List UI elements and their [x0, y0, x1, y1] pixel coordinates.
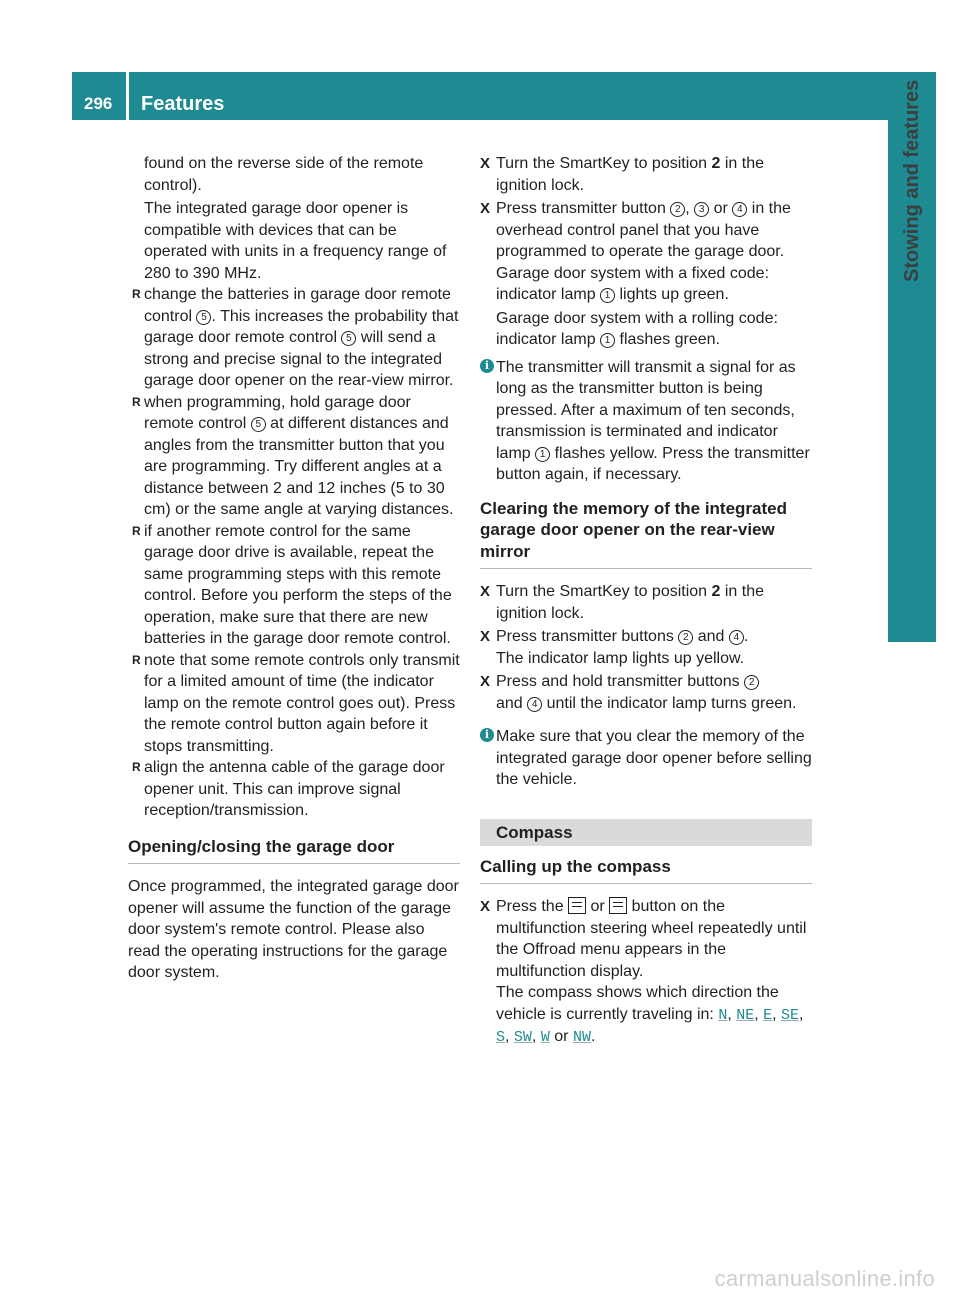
section-heading: Clearing the memory of the integrated garage door opener on the rear-view mirror — [480, 498, 812, 570]
continued-text-1: found on the reverse side of the remote control). — [144, 155, 424, 194]
continued-text-2: The integrated garage door opener is compatible with devices that can be operated with units in a frequency range of 280 to 390 MHz. — [144, 200, 447, 282]
step-item: X Press and hold transmitter buttons 2 and 4 until the indicator lamp turns green. — [480, 673, 797, 712]
menu-back-button-icon — [568, 897, 586, 914]
direction-s: S — [496, 1029, 506, 1046]
callout-number: 1 — [535, 447, 550, 462]
callout-number: 1 — [600, 333, 615, 348]
bullet-mark: R — [132, 394, 141, 409]
callout-number: 2 — [678, 630, 693, 645]
section-side-label — [893, 80, 931, 640]
direction-w: W — [540, 1029, 550, 1046]
callout-number: 3 — [694, 202, 709, 217]
callout-number: 2 — [744, 675, 759, 690]
info-icon: i — [480, 359, 494, 373]
list-item: R when programming, hold garage door remote control 5 at different distances and angles from the transmitter button that you are programming. Try different angles at a distance between 2 and 12 inches (5 to 30 cm) or the same angle at varying distances. — [132, 393, 454, 518]
body-text: Once programmed, the integrated garage door opener will assume the function of the garage door system's remote control. Please also read the operating instructions for the garage door system. — [128, 878, 459, 981]
left-column — [128, 153, 460, 984]
direction-e: E — [763, 1006, 773, 1024]
side-label-text: Stowing and features — [901, 80, 923, 283]
watermark: carmanualsonline.info — [714, 1266, 935, 1291]
callout-number: 4 — [527, 697, 542, 712]
list-item: R align the antenna cable of the garage door opener unit. This can improve signal reception/transmission. — [132, 759, 445, 819]
direction-n: N — [718, 1006, 728, 1024]
page-title: Features — [141, 93, 225, 115]
step-item: X Press the or button on the multifunction steering wheel repeatedly until the Offroad menu appears in the multifunction display. The compass shows which direction the vehicle is currently traveling in: N, NE, E, SE, S, SW, W or NW. — [480, 898, 807, 1046]
info-note: i The transmitter will transmit a signal for as long as the transmitter button is being pressed. After a maximum of ten seconds, transmission is terminated and indicator lamp 1 flashes yellow. Press the transmitter button again, if necessary. — [480, 357, 812, 486]
bullet-mark: R — [132, 652, 141, 667]
step-arrow-icon: X — [480, 628, 491, 645]
callout-number: 2 — [670, 202, 685, 217]
list-item: R if another remote control for the same garage door drive is available, repeat the same programming steps with this remote control. Before you perform the steps of the operation, make sure that there are new batteries in the garage door remote control. — [132, 522, 452, 647]
callout-number: 5 — [341, 331, 356, 346]
page-number: 296 — [84, 94, 113, 113]
menu-forward-button-icon — [609, 897, 627, 914]
step-arrow-icon: X — [480, 200, 491, 217]
callout-number: 5 — [251, 417, 266, 432]
step-item: X Turn the SmartKey to position 2 in the ignition lock. — [480, 155, 765, 194]
info-note: i Make sure that you clear the memory of the integrated garage door opener before selling the vehicle. — [480, 726, 812, 791]
right-column — [480, 153, 812, 1051]
callout-number: 4 — [732, 202, 747, 217]
bullet-mark: R — [132, 523, 141, 538]
section-heading: Calling up the compass — [480, 856, 812, 885]
direction-se: SE — [781, 1006, 800, 1024]
callout-number: 5 — [196, 310, 211, 325]
step-arrow-icon: X — [480, 898, 491, 915]
section-title-box: Compass — [480, 819, 812, 846]
header-divider — [126, 72, 129, 120]
bullet-mark: R — [132, 287, 141, 301]
step-item: X Press transmitter button 2 , 3 or 4 in the overhead control panel that you have programmed to operate the garage door. Garage door system with a fixed code: indicator lamp 1 lights up green. Garage door system with a rolling code: indicator lamp 1 flashes green. — [480, 200, 791, 348]
direction-nw: NW — [572, 1029, 591, 1046]
step-item: X Turn the SmartKey to position 2 in the ignition lock. — [480, 583, 765, 622]
info-icon: i — [480, 728, 494, 742]
step-arrow-icon: X — [480, 583, 491, 600]
bullet-mark: R — [132, 760, 141, 774]
callout-number: 4 — [729, 630, 744, 645]
callout-number: 1 — [600, 288, 615, 303]
list-item: R change the batteries in garage door remote control 5 . This increases the probability that garage door remote control 5 will send a strong and precise signal to the integrated garage door opener on the rear-view mirror. — [132, 286, 459, 389]
section-heading: Opening/closing the garage door — [128, 836, 460, 865]
direction-ne: NE — [736, 1006, 755, 1024]
step-item: X Press transmitter buttons 2 and 4 . The indicator lamp lights up yellow. — [480, 628, 749, 667]
list-item: R note that some remote controls only transmit for a limited amount of time (the indicator lamp on the remote control goes out). Press the remote control button again before it stops transmitting. — [132, 651, 460, 755]
step-arrow-icon: X — [480, 673, 491, 690]
direction-sw: SW — [513, 1029, 532, 1046]
step-arrow-icon: X — [480, 155, 491, 172]
